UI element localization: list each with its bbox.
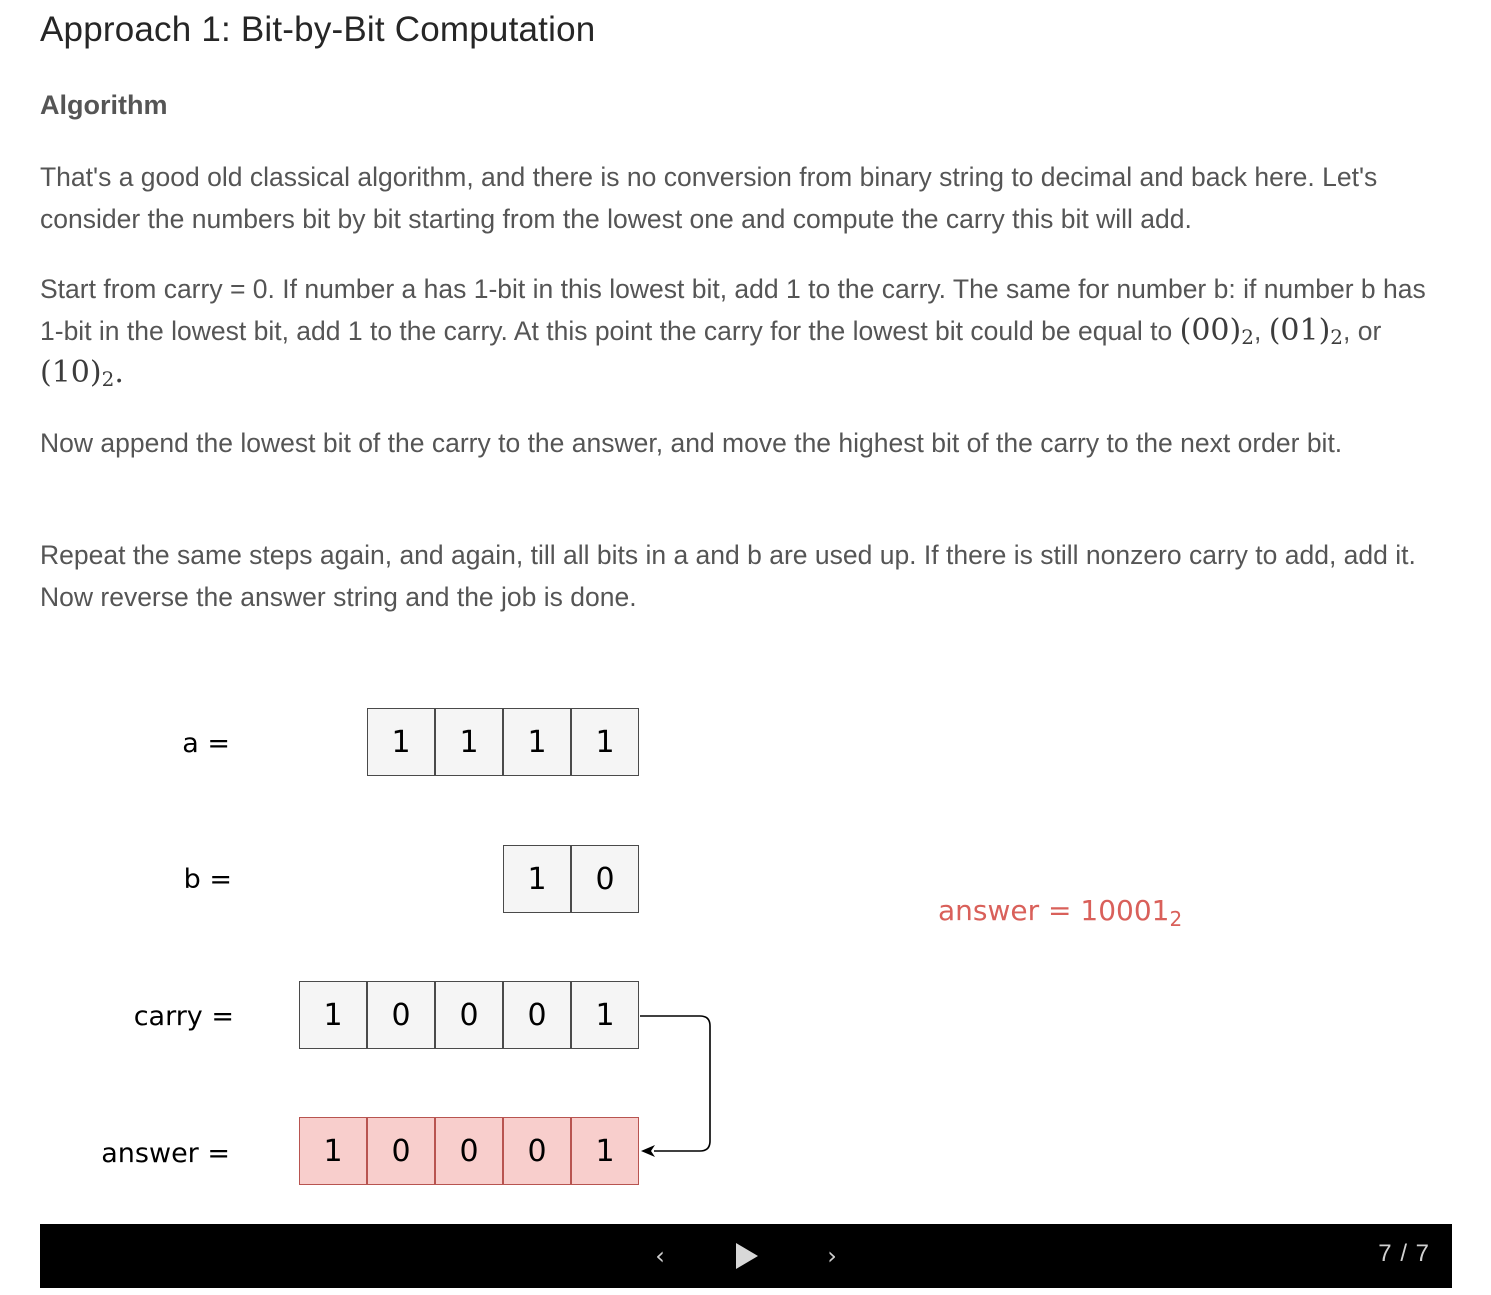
- carry-bit-cell: 1: [571, 981, 639, 1049]
- answer-bit-cell: 1: [299, 1117, 367, 1185]
- a-bit-cell: 1: [367, 708, 435, 776]
- play-button[interactable]: [730, 1240, 764, 1272]
- paragraph-intro: That's a good old classical algorithm, and there is no conversion from binary string to decimal and back here. Let's consider the numbers bit by bit starting from the lowest one and compute the carry this bit will add.: [40, 162, 1378, 234]
- label-carry: carry =: [133, 1001, 234, 1032]
- carry-bit-cell: 0: [503, 981, 571, 1049]
- slide-counter: 7 / 7: [1378, 1240, 1430, 1267]
- answer-bit-cell: 0: [367, 1117, 435, 1185]
- label-b: b =: [183, 864, 232, 895]
- label-a: a =: [182, 728, 230, 759]
- math-00: $(00)_2$: [1179, 313, 1254, 349]
- paragraph-carry-text: Start from carry = 0. If number a has 1-bit in this lowest bit, add 1 to the carry. The same for number b: if number b has 1-bit in the lowest bit, add 1 to the carry. At this point the carry for the lowest bit could be equal to: [40, 274, 1426, 346]
- paragraph-repeat: Repeat the same steps again, and again, till all bits in a and b are used up. If there is still nonzero carry to add, add it. Now reverse the answer string and the job is done.: [40, 540, 1416, 612]
- a-bit-cell: 1: [435, 708, 503, 776]
- chevron-left-icon: ‹: [655, 1242, 665, 1270]
- answer-bit-cell: 0: [435, 1117, 503, 1185]
- answer-bit-cell: 1: [571, 1117, 639, 1185]
- b-bit-cell: 0: [571, 845, 639, 913]
- slideshow-controls: [40, 1224, 1452, 1288]
- prev-slide-button[interactable]: [646, 1240, 674, 1272]
- carry-bit-cell: 0: [367, 981, 435, 1049]
- page-title: Approach 1: Bit-by-Bit Computation: [40, 10, 596, 49]
- answer-note: answer = $10001_2$: [938, 894, 1183, 931]
- label-answer: answer =: [101, 1138, 230, 1169]
- play-icon: [735, 1242, 759, 1270]
- next-slide-button[interactable]: [818, 1240, 846, 1272]
- math-01: $(01)_2$: [1268, 313, 1344, 349]
- carry-bit-cell: 0: [435, 981, 503, 1049]
- math-10: $(10)_2$.: [40, 355, 124, 391]
- carry-bit-cell: 1: [299, 981, 367, 1049]
- a-bit-cell: 1: [571, 708, 639, 776]
- section-heading: Algorithm: [40, 90, 168, 120]
- b-bit-cell: 1: [503, 845, 571, 913]
- answer-bit-cell: 0: [503, 1117, 571, 1185]
- paragraph-carry: Start from carry = 0. If number a has 1-bit in this lowest bit, add 1 to the carry. The same for number b: if number b has 1-bit in the lowest bit, add 1 to the carry. At this point the carry for the lowest bit could be equal to $(00)_2$, $(01)_2$, or $(10)_2$.: [40, 274, 1426, 391]
- paragraph-append: Now append the lowest bit of the carry to the answer, and move the highest bit of the carry to the next order bit.: [40, 428, 1343, 458]
- chevron-right-icon: ›: [827, 1242, 837, 1270]
- a-bit-cell: 1: [503, 708, 571, 776]
